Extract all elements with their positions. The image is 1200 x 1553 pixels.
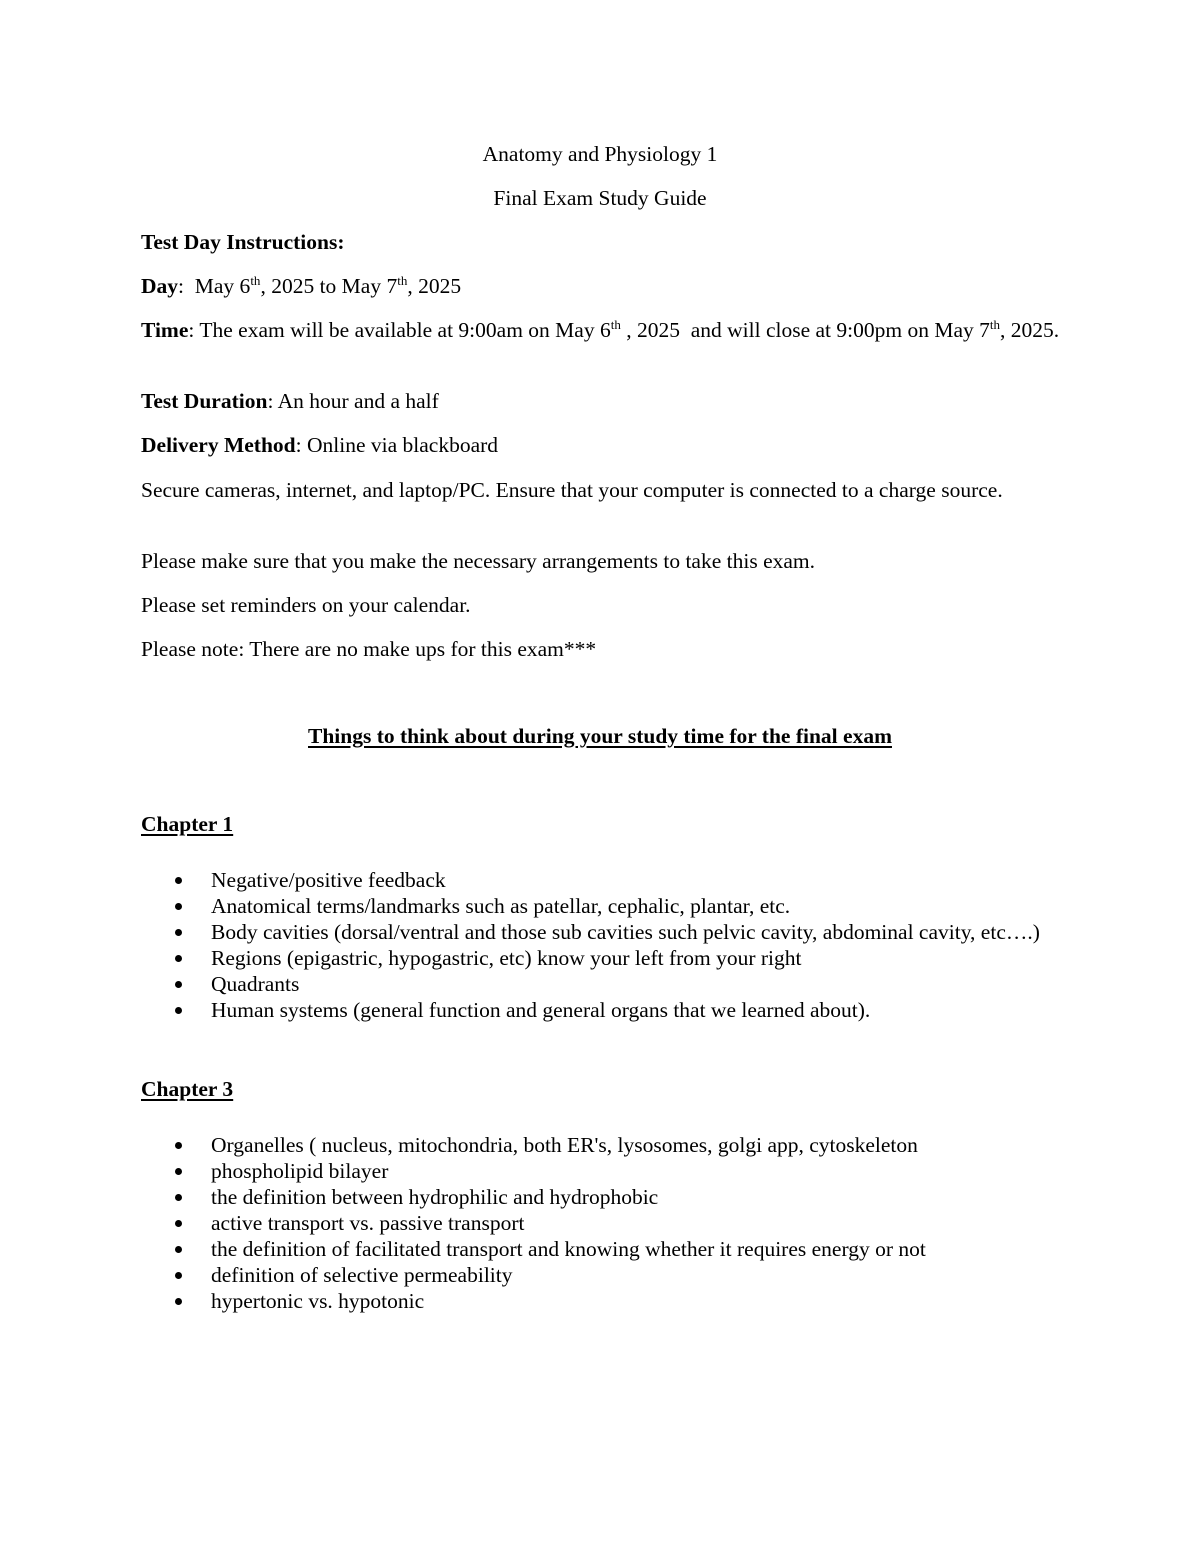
list-item-text: the definition of facilitated transport and knowing whether it requires energy or not bbox=[211, 1237, 926, 1261]
delivery-line bbox=[141, 432, 1061, 460]
chapter-1-list bbox=[141, 867, 1061, 1023]
chapter-3-title: Chapter 3 bbox=[141, 1077, 234, 1101]
instructions-heading: Test Day Instructions: bbox=[141, 230, 345, 254]
list-item-text: hypertonic vs. hypotonic bbox=[211, 1289, 425, 1313]
list-item bbox=[141, 945, 1061, 971]
bullet-icon bbox=[175, 1220, 182, 1227]
document-title: Final Exam Study Guide bbox=[493, 186, 707, 210]
bullet-icon bbox=[175, 1298, 182, 1305]
list-item-text: active transport vs. passive transport bbox=[211, 1211, 525, 1235]
bullet-icon bbox=[175, 1007, 182, 1014]
note-arrangements: Please make sure that you make the necessary arrangements to take this exam. bbox=[141, 549, 816, 573]
day-separator: : bbox=[178, 274, 195, 298]
day-label: Day bbox=[141, 274, 179, 298]
day-sup-1: th bbox=[250, 272, 261, 288]
list-item-text: the definition between hydrophilic and hydrophobic bbox=[211, 1185, 659, 1209]
list-item bbox=[141, 1210, 1061, 1236]
list-item-text: Anatomical terms/landmarks such as patellar, cephalic, plantar, etc. bbox=[211, 894, 791, 918]
list-item bbox=[141, 893, 1061, 919]
list-item bbox=[141, 1158, 1061, 1184]
study-heading: Things to think about during your study time for the final exam bbox=[308, 724, 892, 748]
list-item-text: Body cavities (dorsal/ventral and those sub cavities such pelvic cavity, abdominal cavity, etc….) bbox=[211, 920, 1040, 944]
chapter-1-title: Chapter 1 bbox=[141, 812, 234, 836]
list-item-text: Organelles ( nucleus, mitochondria, both ER's, lysosomes, golgi app, cytoskeleton bbox=[211, 1133, 918, 1157]
note-no-makeups: Please note: There are no make ups for this exam*** bbox=[141, 637, 597, 661]
note-reminders: Please set reminders on your calendar. bbox=[141, 593, 471, 617]
bullet-icon bbox=[175, 877, 182, 884]
list-item-text: definition of selective permeability bbox=[211, 1263, 513, 1287]
day-line bbox=[141, 273, 1061, 301]
course-title: Anatomy and Physiology 1 bbox=[482, 142, 718, 166]
bullet-icon bbox=[175, 1168, 182, 1175]
bullet-icon bbox=[175, 1194, 182, 1201]
time-part-1: : The exam will be available at 9:00am on May 6 bbox=[188, 318, 611, 342]
list-item bbox=[141, 1132, 1061, 1158]
time-sup-2: th bbox=[989, 316, 1001, 332]
list-item-text: Quadrants bbox=[211, 972, 300, 996]
chapter-3-list bbox=[141, 1132, 1061, 1314]
list-item-text: phospholipid bilayer bbox=[211, 1159, 389, 1183]
duration-value: : An hour and a half bbox=[267, 389, 439, 413]
delivery-label: Delivery Method bbox=[141, 433, 296, 457]
list-item bbox=[141, 997, 1061, 1023]
day-part-2: , 2025 to May 7 bbox=[260, 274, 398, 298]
time-sup-1: th bbox=[610, 316, 621, 332]
time-line bbox=[141, 316, 1061, 344]
delivery-value: : Online via blackboard bbox=[295, 433, 499, 457]
bullet-icon bbox=[175, 1246, 182, 1253]
list-item bbox=[141, 971, 1061, 997]
list-item-text: Regions (epigastric, hypogastric, etc) know your left from your right bbox=[211, 946, 802, 970]
bullet-icon bbox=[175, 1142, 182, 1149]
day-sup-2: th bbox=[397, 272, 408, 288]
list-item bbox=[141, 919, 1061, 945]
duration-label: Test Duration bbox=[141, 389, 268, 413]
list-item bbox=[141, 1288, 1061, 1314]
list-item bbox=[141, 1262, 1061, 1288]
bullet-icon bbox=[175, 981, 182, 988]
bullet-icon bbox=[175, 903, 182, 910]
time-part-3: , 2025. bbox=[1000, 318, 1060, 342]
bullet-icon bbox=[175, 955, 182, 962]
list-item-text: Human systems (general function and general organs that we learned about). bbox=[211, 998, 871, 1022]
day-part-1: May 6 bbox=[194, 274, 251, 298]
list-item bbox=[141, 1184, 1061, 1210]
list-item-text: Negative/positive feedback bbox=[211, 868, 446, 892]
bullet-icon bbox=[175, 929, 182, 936]
time-part-2: , 2025 and will close at 9:00pm on May 7 bbox=[620, 318, 990, 342]
list-item bbox=[141, 867, 1061, 893]
bullet-icon bbox=[175, 1272, 182, 1279]
duration-line bbox=[141, 388, 1061, 416]
note-equipment: Secure cameras, internet, and laptop/PC. Ensure that your computer is connected to a charge source. bbox=[141, 478, 1003, 502]
day-part-3: , 2025 bbox=[407, 274, 462, 298]
time-label: Time bbox=[141, 318, 189, 342]
list-item bbox=[141, 1236, 1061, 1262]
